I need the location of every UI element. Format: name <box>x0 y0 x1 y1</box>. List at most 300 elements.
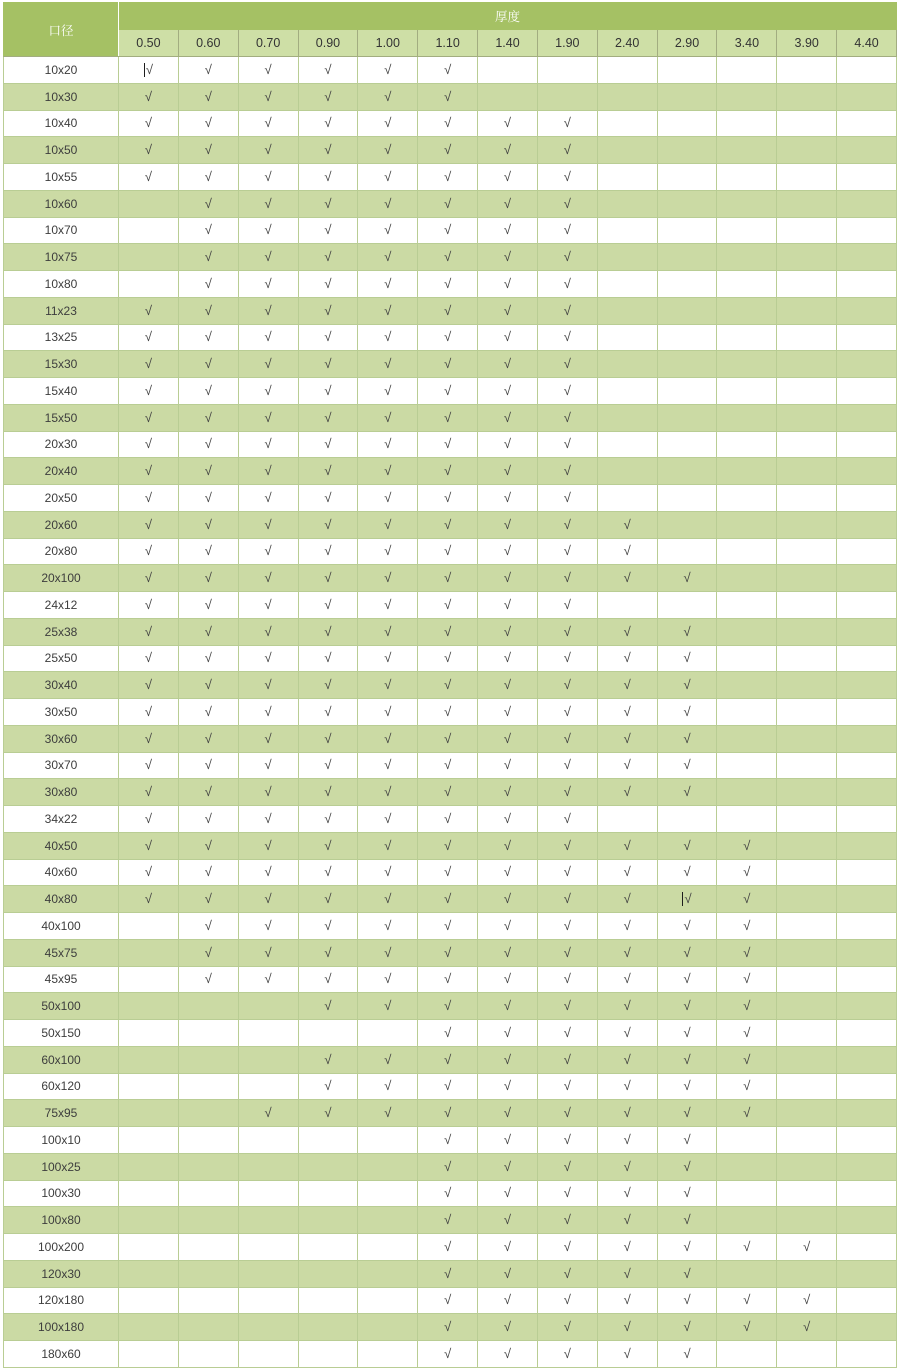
check-cell[interactable] <box>777 752 837 779</box>
check-cell[interactable] <box>358 511 418 538</box>
check-cell[interactable] <box>597 859 657 886</box>
check-cell[interactable] <box>119 832 179 859</box>
check-cell[interactable] <box>298 485 358 512</box>
check-cell[interactable] <box>358 1073 418 1100</box>
check-cell[interactable] <box>418 939 478 966</box>
check-cell[interactable] <box>238 1127 298 1154</box>
check-cell[interactable] <box>418 1341 478 1368</box>
check-cell[interactable] <box>418 458 478 485</box>
check-cell[interactable] <box>837 1260 897 1287</box>
check-cell[interactable] <box>418 1180 478 1207</box>
check-cell[interactable] <box>298 404 358 431</box>
check-cell[interactable] <box>358 324 418 351</box>
check-cell[interactable] <box>837 1287 897 1314</box>
check-cell[interactable] <box>178 1153 238 1180</box>
check-cell[interactable] <box>238 832 298 859</box>
check-cell[interactable] <box>777 725 837 752</box>
check-cell[interactable] <box>777 859 837 886</box>
check-cell[interactable] <box>777 1100 837 1127</box>
check-cell[interactable] <box>298 1207 358 1234</box>
check-cell[interactable] <box>418 913 478 940</box>
caliber-cell[interactable]: 75x95 <box>4 1100 119 1127</box>
check-cell[interactable] <box>238 1234 298 1261</box>
check-cell[interactable] <box>478 1127 538 1154</box>
caliber-cell[interactable]: 10x40 <box>4 110 119 137</box>
check-cell[interactable] <box>178 538 238 565</box>
check-cell[interactable] <box>657 217 717 244</box>
check-cell[interactable] <box>298 1100 358 1127</box>
check-cell[interactable] <box>777 645 837 672</box>
check-cell[interactable] <box>298 1180 358 1207</box>
check-cell[interactable] <box>837 485 897 512</box>
check-cell[interactable] <box>597 110 657 137</box>
check-cell[interactable] <box>597 324 657 351</box>
check-cell[interactable] <box>298 645 358 672</box>
check-cell[interactable] <box>837 137 897 164</box>
caliber-cell[interactable]: 10x80 <box>4 271 119 298</box>
check-cell[interactable] <box>478 1234 538 1261</box>
check-cell[interactable] <box>418 592 478 619</box>
check-cell[interactable] <box>358 592 418 619</box>
check-cell[interactable] <box>777 1073 837 1100</box>
check-cell[interactable] <box>119 966 179 993</box>
check-cell[interactable] <box>717 1341 777 1368</box>
check-cell[interactable] <box>178 244 238 271</box>
check-cell[interactable] <box>418 137 478 164</box>
check-cell[interactable] <box>777 1314 837 1341</box>
check-cell[interactable] <box>717 511 777 538</box>
check-cell[interactable] <box>298 913 358 940</box>
check-cell[interactable] <box>418 725 478 752</box>
check-cell[interactable] <box>238 244 298 271</box>
check-cell[interactable] <box>777 378 837 405</box>
check-cell[interactable] <box>657 618 717 645</box>
check-cell[interactable] <box>119 1073 179 1100</box>
check-cell[interactable] <box>178 672 238 699</box>
check-cell[interactable] <box>837 1314 897 1341</box>
caliber-cell[interactable]: 100x200 <box>4 1234 119 1261</box>
check-cell[interactable] <box>119 351 179 378</box>
check-cell[interactable] <box>537 1100 597 1127</box>
check-cell[interactable] <box>298 939 358 966</box>
check-cell[interactable] <box>597 297 657 324</box>
check-cell[interactable] <box>358 886 418 913</box>
check-cell[interactable] <box>298 832 358 859</box>
check-cell[interactable] <box>777 1127 837 1154</box>
check-cell[interactable] <box>657 57 717 84</box>
check-cell[interactable] <box>777 271 837 298</box>
check-cell[interactable] <box>597 458 657 485</box>
check-cell[interactable] <box>478 859 538 886</box>
check-cell[interactable] <box>418 565 478 592</box>
check-cell[interactable] <box>478 137 538 164</box>
check-cell[interactable] <box>238 485 298 512</box>
check-cell[interactable] <box>537 378 597 405</box>
check-cell[interactable] <box>837 431 897 458</box>
check-cell[interactable] <box>119 110 179 137</box>
check-cell[interactable] <box>358 458 418 485</box>
check-cell[interactable] <box>478 725 538 752</box>
check-cell[interactable] <box>178 725 238 752</box>
check-cell[interactable] <box>178 137 238 164</box>
check-cell[interactable] <box>358 190 418 217</box>
caliber-cell[interactable]: 11x23 <box>4 297 119 324</box>
check-cell[interactable] <box>537 779 597 806</box>
check-cell[interactable] <box>837 1234 897 1261</box>
caliber-cell[interactable]: 30x40 <box>4 672 119 699</box>
check-cell[interactable] <box>119 538 179 565</box>
check-cell[interactable] <box>238 458 298 485</box>
check-cell[interactable] <box>418 618 478 645</box>
caliber-cell[interactable]: 120x30 <box>4 1260 119 1287</box>
check-cell[interactable] <box>657 1153 717 1180</box>
check-cell[interactable] <box>837 618 897 645</box>
check-cell[interactable] <box>478 57 538 84</box>
check-cell[interactable] <box>178 324 238 351</box>
check-cell[interactable] <box>717 565 777 592</box>
check-cell[interactable] <box>178 966 238 993</box>
check-cell[interactable] <box>537 966 597 993</box>
check-cell[interactable] <box>657 1100 717 1127</box>
check-cell[interactable] <box>657 699 717 726</box>
check-cell[interactable] <box>238 565 298 592</box>
caliber-cell[interactable]: 40x50 <box>4 832 119 859</box>
check-cell[interactable] <box>537 672 597 699</box>
check-cell[interactable] <box>717 1020 777 1047</box>
check-cell[interactable] <box>597 351 657 378</box>
check-cell[interactable] <box>358 966 418 993</box>
check-cell[interactable] <box>298 244 358 271</box>
check-cell[interactable] <box>657 913 717 940</box>
check-cell[interactable] <box>178 351 238 378</box>
check-cell[interactable] <box>717 485 777 512</box>
check-cell[interactable] <box>537 886 597 913</box>
check-cell[interactable] <box>597 966 657 993</box>
check-cell[interactable] <box>178 618 238 645</box>
check-cell[interactable] <box>119 618 179 645</box>
check-cell[interactable] <box>418 699 478 726</box>
check-cell[interactable] <box>358 939 418 966</box>
check-cell[interactable] <box>238 431 298 458</box>
check-cell[interactable] <box>657 83 717 110</box>
check-cell[interactable] <box>837 645 897 672</box>
check-cell[interactable] <box>597 645 657 672</box>
check-cell[interactable] <box>537 1207 597 1234</box>
check-cell[interactable] <box>777 1260 837 1287</box>
check-cell[interactable] <box>777 538 837 565</box>
check-cell[interactable] <box>478 779 538 806</box>
check-cell[interactable] <box>418 859 478 886</box>
check-cell[interactable] <box>119 217 179 244</box>
check-cell[interactable] <box>418 190 478 217</box>
check-cell[interactable] <box>657 779 717 806</box>
check-cell[interactable] <box>777 511 837 538</box>
check-cell[interactable] <box>717 592 777 619</box>
check-cell[interactable] <box>178 939 238 966</box>
check-cell[interactable] <box>178 297 238 324</box>
check-cell[interactable] <box>777 297 837 324</box>
check-cell[interactable] <box>597 1260 657 1287</box>
check-cell[interactable] <box>597 618 657 645</box>
check-cell[interactable] <box>358 913 418 940</box>
check-cell[interactable] <box>837 806 897 833</box>
check-cell[interactable] <box>298 1341 358 1368</box>
check-cell[interactable] <box>537 217 597 244</box>
check-cell[interactable] <box>238 1153 298 1180</box>
check-cell[interactable] <box>238 913 298 940</box>
check-cell[interactable] <box>418 244 478 271</box>
check-cell[interactable] <box>238 618 298 645</box>
check-cell[interactable] <box>537 57 597 84</box>
check-cell[interactable] <box>597 485 657 512</box>
check-cell[interactable] <box>777 832 837 859</box>
check-cell[interactable] <box>478 672 538 699</box>
check-cell[interactable] <box>597 190 657 217</box>
check-cell[interactable] <box>298 672 358 699</box>
check-cell[interactable] <box>537 1073 597 1100</box>
check-cell[interactable] <box>418 351 478 378</box>
caliber-cell[interactable]: 100x10 <box>4 1127 119 1154</box>
check-cell[interactable] <box>717 190 777 217</box>
check-cell[interactable] <box>537 699 597 726</box>
check-cell[interactable] <box>418 110 478 137</box>
check-cell[interactable] <box>298 592 358 619</box>
check-cell[interactable] <box>238 137 298 164</box>
check-cell[interactable] <box>657 164 717 191</box>
check-cell[interactable] <box>657 993 717 1020</box>
check-cell[interactable] <box>238 351 298 378</box>
check-cell[interactable] <box>597 832 657 859</box>
check-cell[interactable] <box>418 1260 478 1287</box>
check-cell[interactable] <box>298 993 358 1020</box>
check-cell[interactable] <box>418 511 478 538</box>
check-cell[interactable] <box>178 190 238 217</box>
caliber-cell[interactable]: 15x50 <box>4 404 119 431</box>
check-cell[interactable] <box>178 431 238 458</box>
check-cell[interactable] <box>119 1046 179 1073</box>
check-cell[interactable] <box>717 806 777 833</box>
check-cell[interactable] <box>238 217 298 244</box>
check-cell[interactable] <box>298 966 358 993</box>
check-cell[interactable] <box>597 779 657 806</box>
check-cell[interactable] <box>597 57 657 84</box>
check-cell[interactable] <box>537 431 597 458</box>
check-cell[interactable] <box>657 297 717 324</box>
check-cell[interactable] <box>119 859 179 886</box>
check-cell[interactable] <box>358 57 418 84</box>
check-cell[interactable] <box>478 993 538 1020</box>
check-cell[interactable] <box>119 565 179 592</box>
check-cell[interactable] <box>119 752 179 779</box>
check-cell[interactable] <box>717 779 777 806</box>
check-cell[interactable] <box>178 645 238 672</box>
check-cell[interactable] <box>597 271 657 298</box>
check-cell[interactable] <box>478 939 538 966</box>
check-cell[interactable] <box>358 1020 418 1047</box>
caliber-cell[interactable]: 10x55 <box>4 164 119 191</box>
check-cell[interactable] <box>717 1234 777 1261</box>
check-cell[interactable] <box>657 1127 717 1154</box>
check-cell[interactable] <box>298 164 358 191</box>
check-cell[interactable] <box>119 137 179 164</box>
caliber-cell[interactable]: 10x75 <box>4 244 119 271</box>
check-cell[interactable] <box>238 271 298 298</box>
check-cell[interactable] <box>837 752 897 779</box>
check-cell[interactable] <box>119 458 179 485</box>
check-cell[interactable] <box>478 618 538 645</box>
check-cell[interactable] <box>537 1046 597 1073</box>
check-cell[interactable] <box>119 485 179 512</box>
check-cell[interactable] <box>178 404 238 431</box>
check-cell[interactable] <box>597 672 657 699</box>
check-cell[interactable] <box>717 324 777 351</box>
check-cell[interactable] <box>537 164 597 191</box>
check-cell[interactable] <box>597 725 657 752</box>
check-cell[interactable] <box>478 645 538 672</box>
check-cell[interactable] <box>717 966 777 993</box>
check-cell[interactable] <box>418 993 478 1020</box>
check-cell[interactable] <box>537 592 597 619</box>
check-cell[interactable] <box>597 1314 657 1341</box>
caliber-cell[interactable]: 40x60 <box>4 859 119 886</box>
check-cell[interactable] <box>238 83 298 110</box>
check-cell[interactable] <box>837 404 897 431</box>
check-cell[interactable] <box>298 378 358 405</box>
check-cell[interactable] <box>358 725 418 752</box>
check-cell[interactable] <box>597 83 657 110</box>
check-cell[interactable] <box>717 538 777 565</box>
check-cell[interactable] <box>298 1127 358 1154</box>
check-cell[interactable] <box>777 1180 837 1207</box>
check-cell[interactable] <box>238 1046 298 1073</box>
caliber-cell[interactable]: 20x40 <box>4 458 119 485</box>
check-cell[interactable] <box>597 1127 657 1154</box>
check-cell[interactable] <box>298 886 358 913</box>
check-cell[interactable] <box>597 1153 657 1180</box>
check-cell[interactable] <box>119 1100 179 1127</box>
check-cell[interactable] <box>238 725 298 752</box>
check-cell[interactable] <box>298 458 358 485</box>
check-cell[interactable] <box>358 1234 418 1261</box>
check-cell[interactable] <box>478 1046 538 1073</box>
check-cell[interactable] <box>657 351 717 378</box>
check-cell[interactable] <box>298 1260 358 1287</box>
check-cell[interactable] <box>777 618 837 645</box>
check-cell[interactable] <box>358 859 418 886</box>
check-cell[interactable] <box>358 378 418 405</box>
check-cell[interactable] <box>418 1073 478 1100</box>
check-cell[interactable] <box>777 404 837 431</box>
check-cell[interactable] <box>537 832 597 859</box>
check-cell[interactable] <box>418 1153 478 1180</box>
check-cell[interactable] <box>238 404 298 431</box>
check-cell[interactable] <box>178 57 238 84</box>
check-cell[interactable] <box>837 538 897 565</box>
check-cell[interactable] <box>178 485 238 512</box>
check-cell[interactable] <box>837 57 897 84</box>
check-cell[interactable] <box>358 1207 418 1234</box>
check-cell[interactable] <box>837 859 897 886</box>
check-cell[interactable] <box>478 458 538 485</box>
check-cell[interactable] <box>537 324 597 351</box>
caliber-cell[interactable]: 20x100 <box>4 565 119 592</box>
caliber-cell[interactable]: 15x40 <box>4 378 119 405</box>
check-cell[interactable] <box>657 859 717 886</box>
check-cell[interactable] <box>657 752 717 779</box>
check-cell[interactable] <box>358 431 418 458</box>
check-cell[interactable] <box>119 645 179 672</box>
check-cell[interactable] <box>358 485 418 512</box>
check-cell[interactable] <box>358 110 418 137</box>
check-cell[interactable] <box>119 913 179 940</box>
check-cell[interactable] <box>837 1127 897 1154</box>
check-cell[interactable] <box>777 966 837 993</box>
caliber-cell[interactable]: 40x100 <box>4 913 119 940</box>
check-cell[interactable] <box>298 538 358 565</box>
check-cell[interactable] <box>657 886 717 913</box>
check-cell[interactable] <box>777 913 837 940</box>
check-cell[interactable] <box>178 699 238 726</box>
caliber-cell[interactable]: 20x30 <box>4 431 119 458</box>
check-cell[interactable] <box>418 1314 478 1341</box>
check-cell[interactable] <box>119 1234 179 1261</box>
check-cell[interactable] <box>657 966 717 993</box>
check-cell[interactable] <box>358 137 418 164</box>
caliber-cell[interactable]: 180x60 <box>4 1341 119 1368</box>
check-cell[interactable] <box>358 806 418 833</box>
check-cell[interactable] <box>358 164 418 191</box>
check-cell[interactable] <box>119 57 179 84</box>
check-cell[interactable] <box>717 699 777 726</box>
check-cell[interactable] <box>777 431 837 458</box>
check-cell[interactable] <box>238 1260 298 1287</box>
check-cell[interactable] <box>358 1314 418 1341</box>
check-cell[interactable] <box>478 297 538 324</box>
check-cell[interactable] <box>597 752 657 779</box>
check-cell[interactable] <box>238 672 298 699</box>
check-cell[interactable] <box>657 1020 717 1047</box>
check-cell[interactable] <box>119 806 179 833</box>
check-cell[interactable] <box>777 324 837 351</box>
check-cell[interactable] <box>478 1180 538 1207</box>
check-cell[interactable] <box>537 351 597 378</box>
check-cell[interactable] <box>119 404 179 431</box>
check-cell[interactable] <box>837 966 897 993</box>
check-cell[interactable] <box>657 832 717 859</box>
check-cell[interactable] <box>418 672 478 699</box>
check-cell[interactable] <box>777 672 837 699</box>
caliber-cell[interactable]: 10x50 <box>4 137 119 164</box>
check-cell[interactable] <box>238 806 298 833</box>
check-cell[interactable] <box>837 1020 897 1047</box>
check-cell[interactable] <box>777 164 837 191</box>
check-cell[interactable] <box>657 645 717 672</box>
check-cell[interactable] <box>717 271 777 298</box>
check-cell[interactable] <box>537 806 597 833</box>
caliber-cell[interactable]: 10x70 <box>4 217 119 244</box>
check-cell[interactable] <box>657 1073 717 1100</box>
check-cell[interactable] <box>777 993 837 1020</box>
check-cell[interactable] <box>418 1127 478 1154</box>
check-cell[interactable] <box>238 538 298 565</box>
check-cell[interactable] <box>119 1153 179 1180</box>
check-cell[interactable] <box>178 1127 238 1154</box>
check-cell[interactable] <box>478 431 538 458</box>
check-cell[interactable] <box>717 404 777 431</box>
caliber-cell[interactable]: 100x80 <box>4 1207 119 1234</box>
check-cell[interactable] <box>777 806 837 833</box>
check-cell[interactable] <box>119 1260 179 1287</box>
